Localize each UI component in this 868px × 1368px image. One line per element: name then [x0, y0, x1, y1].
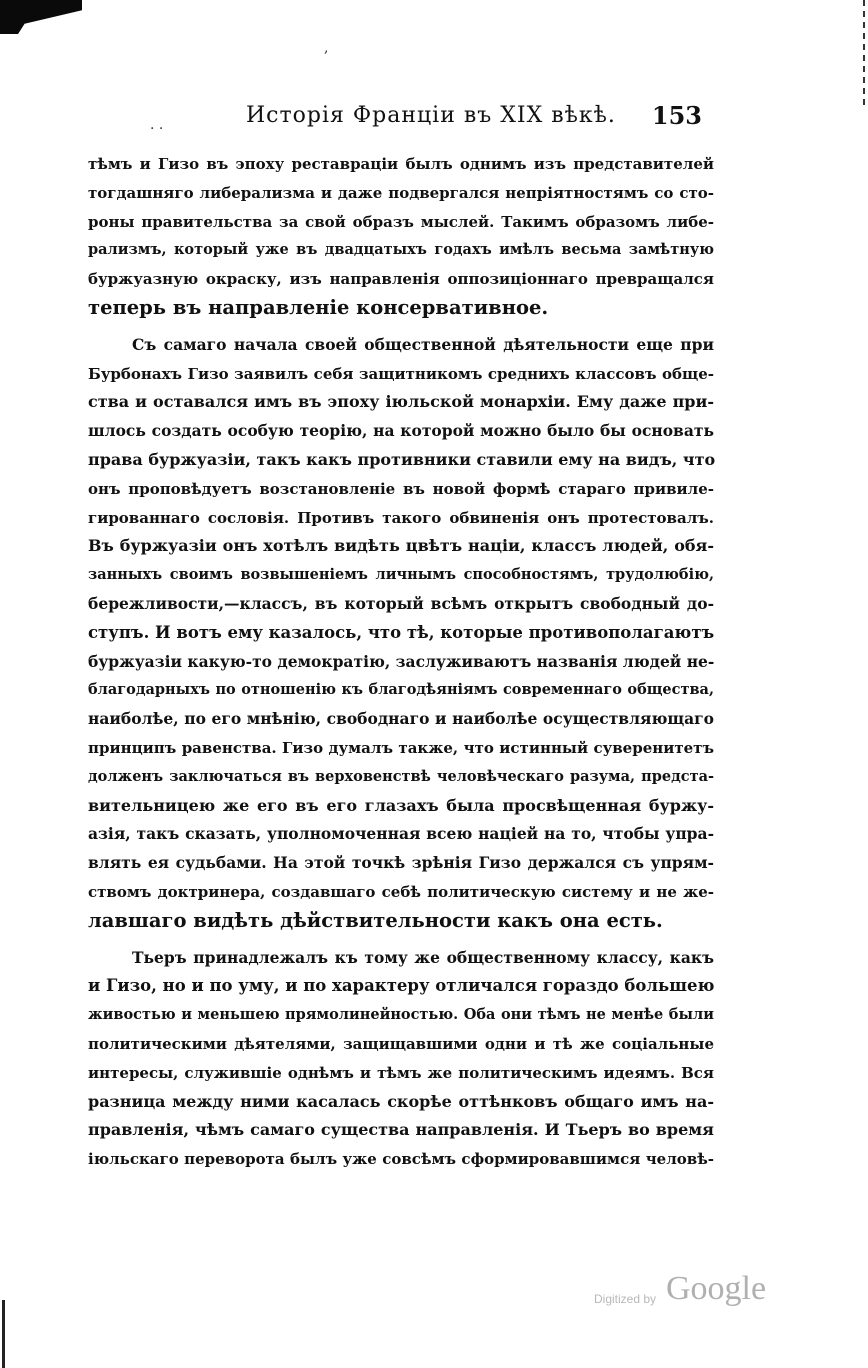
- text-line: азія, такъ сказать, уполномоченная всею націей на то, чтобы упра-: [88, 824, 714, 844]
- text-line: принципъ равенства. Гизо думалъ также, что истинный суверенитетъ: [88, 738, 714, 757]
- scan-dots: · ·: [150, 121, 164, 137]
- text-line: живостью и меньшею прямолинейностью. Оба они тѣмъ не менѣе были: [88, 1006, 714, 1024]
- text-line: буржуазную окраску, изъ направленія оппозиціоннаго превращался: [88, 270, 714, 289]
- text-line: Съ самаго начала своей общественной дѣятельности еще при: [132, 334, 714, 354]
- scan-speck: ,: [324, 40, 329, 56]
- text-line: тѣмъ и Гизо въ эпоху реставрацiи былъ однимъ изъ представителей: [88, 155, 714, 173]
- text-line: благодарныхъ по отношенію къ благодѣяніямъ современнаго общества,: [88, 681, 714, 699]
- text-line: гированнаго сословія. Противъ такого обвиненія онъ протестовалъ.: [88, 508, 714, 527]
- text-line: лавшаго видѣть дѣйствительности какъ она есть.: [88, 908, 663, 932]
- text-line: бережливости,—классъ, въ который всѣмъ открытъ свободный до-: [88, 593, 714, 613]
- text-line: правленія, чѣмъ самаго существа направленія. И Тьеръ во время: [88, 1120, 714, 1140]
- body-text: [88, 150, 714, 1182]
- text-line: Бурбонахъ Гизо заявилъ себя защитникомъ среднихъ классовъ обще-: [88, 364, 714, 383]
- paragraph: [88, 944, 714, 1174]
- text-line: онъ проповѣдуетъ возстановленіе въ новой формѣ стараго привиле-: [88, 479, 714, 498]
- text-line: теперь въ направленіе консервативное.: [88, 295, 549, 319]
- google-logo: Google: [666, 1270, 767, 1307]
- running-title: Исторія Франціи въ XIX вѣкѣ.: [246, 103, 616, 128]
- text-line: разница между ними касалась скорѣе оттѣнковъ общаго имъ на-: [88, 1091, 714, 1111]
- text-line: шлось создать особую теорію, на которой можно было бы основать: [88, 421, 714, 441]
- text-line: буржуазіи какую-то демократію, заслуживаютъ названія людей не-: [88, 651, 715, 671]
- text-line: ства и оставался имъ въ эпоху іюльской монархіи. Ему даже при-: [88, 392, 714, 412]
- text-line: наиболѣе, по его мнѣнію, свободнаго и наиболѣе осуществляющаго: [88, 709, 714, 729]
- scan-corner-mark: [0, 0, 82, 34]
- digitized-watermark: [594, 1270, 774, 1320]
- text-line: интересы, служившіе однѣмъ и тѣмъ же политическимъ идеямъ. Вся: [88, 1063, 714, 1082]
- text-line: занныхъ своимъ возвышеніемъ личнымъ способностямъ, трудолюбію,: [88, 566, 714, 584]
- digitized-label: Digitized by: [594, 1292, 657, 1306]
- text-line: тогдашняго либерализма и даже подвергался непріятностямъ со сто-: [88, 183, 714, 202]
- scan-edge-left: [2, 1300, 5, 1368]
- text-line: Въ буржуазіи онъ хотѣлъ видѣть цвѣтъ націи, классъ людей, обя-: [88, 536, 714, 556]
- text-line: ступъ. И вотъ ему казалось, что тѣ, которые противополагаютъ: [88, 622, 715, 642]
- text-line: іюльскаго переворота былъ уже совсѣмъ сформировавшимся человѣ-: [88, 1150, 714, 1169]
- text-line: ствомъ доктринера, создавшаго себѣ политическую систему и не же-: [88, 882, 714, 901]
- paragraph: [88, 331, 714, 936]
- page-header: [150, 103, 710, 137]
- text-line: Тьеръ принадлежалъ къ тому же общественному классу, какъ: [132, 947, 714, 967]
- page-number: 153: [651, 101, 702, 130]
- text-line: права буржуазіи, такъ какъ противники ставили ему на видъ, что: [88, 449, 716, 469]
- text-line: вительницею же его въ его глазахъ была просвѣщенная буржу-: [88, 795, 714, 815]
- text-line: рализмъ, который уже въ двадцатыхъ годахъ имѣлъ весьма замѣтную: [88, 241, 714, 259]
- paragraph: [88, 150, 714, 323]
- text-line: долженъ заключаться въ верховенствѣ человѣческаго разума, предста-: [88, 767, 714, 785]
- text-line: влять ея судьбами. На этой точкѣ зрѣнія Гизо держался съ упрям-: [88, 853, 714, 873]
- text-line: политическими дѣятелями, защищавшими одни и тѣ же соціальные: [88, 1034, 714, 1053]
- text-line: и Гизо, но и по уму, и по характеру отличался гораздо большею: [88, 976, 715, 996]
- scan-edge-right: [863, 0, 865, 110]
- text-line: роны правительства за свой образъ мыслей. Такимъ образомъ либе-: [88, 212, 714, 231]
